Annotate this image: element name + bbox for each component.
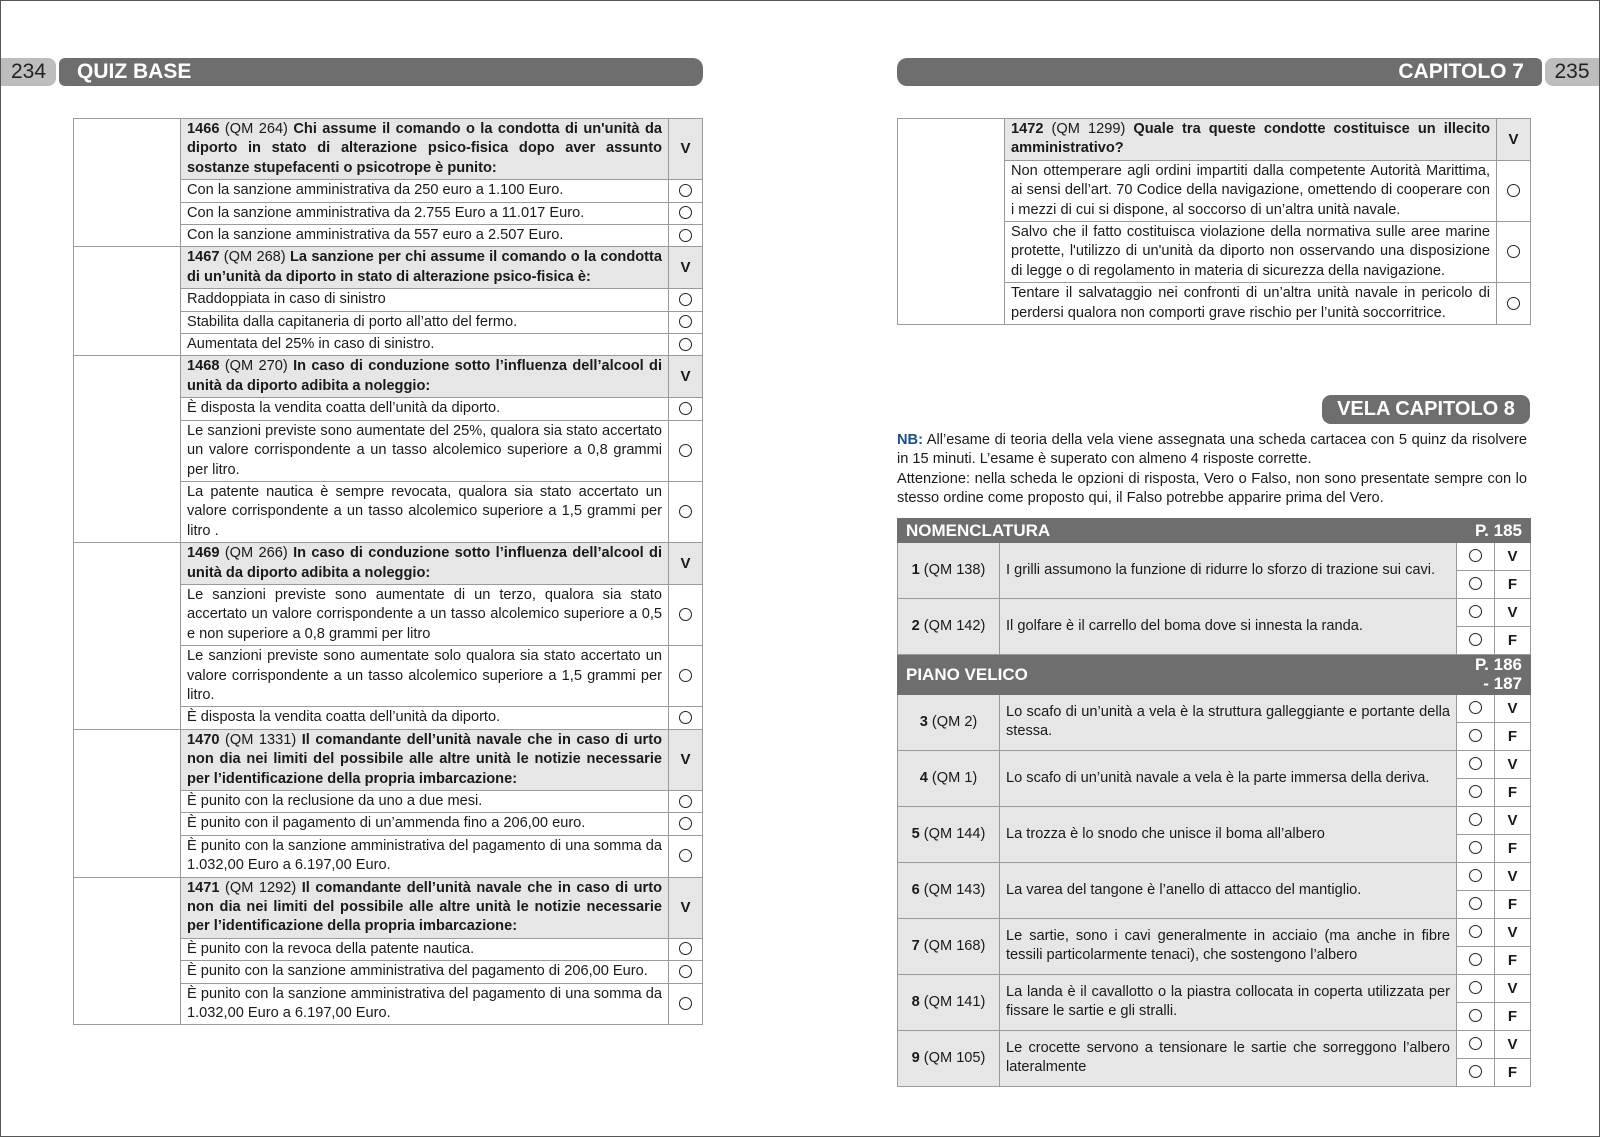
answer-option-cell <box>669 420 703 481</box>
item-text: La trozza è lo snodo che unisce il boma all’albero <box>1000 806 1457 862</box>
question-number: 1471 <box>187 879 220 896</box>
true-label: V <box>1495 918 1531 946</box>
question-ref: (QM 1299) <box>1051 121 1126 137</box>
item-number-cell <box>898 862 1000 918</box>
answer-radio-icon[interactable] <box>679 795 692 808</box>
false-option-cell <box>1457 778 1495 806</box>
false-radio-icon[interactable] <box>1469 1065 1482 1078</box>
question-mark: V <box>669 356 703 398</box>
true-radio-icon[interactable] <box>1469 549 1482 562</box>
answer-option-cell <box>669 961 703 983</box>
item-number-cell <box>898 750 1000 806</box>
answer-radio-icon[interactable] <box>679 184 692 197</box>
item-ref: (QM 1) <box>931 769 978 786</box>
answer-text: È disposta la vendita coatta dell’unità da diporto. <box>181 398 669 420</box>
true-label: V <box>1495 862 1531 890</box>
question-mark: V <box>669 729 703 790</box>
left-header-title: QUIZ BASE <box>59 58 703 86</box>
question-ref: (QM 1292) <box>224 879 297 896</box>
note-label: NB: <box>897 432 923 448</box>
false-option-cell <box>1457 571 1495 599</box>
question-text-cell <box>181 877 669 938</box>
answer-radio-icon[interactable] <box>679 338 692 351</box>
item-number: 8 <box>911 993 920 1010</box>
answer-option-cell <box>669 813 703 835</box>
question-ref: (QM 1331) <box>224 731 297 748</box>
question-number: 1470 <box>187 731 220 748</box>
true-radio-icon[interactable] <box>1469 925 1482 938</box>
item-ref: (QM 142) <box>923 617 986 634</box>
question-margin-cell <box>74 543 181 730</box>
answer-option-cell <box>669 225 703 247</box>
question-ref: (QM 264) <box>224 121 288 137</box>
vela-item-row <box>898 1030 1531 1058</box>
vela-item-row <box>898 862 1531 890</box>
question-text: La sanzione per chi assume il comando o la condotta di un’unità da diporto in stato di alterazione psico-fisica è: <box>187 249 663 285</box>
answer-option-cell <box>669 707 703 729</box>
item-number: 7 <box>911 937 920 954</box>
section-header-row <box>898 655 1531 695</box>
false-label: F <box>1495 834 1531 862</box>
false-option-cell <box>1457 946 1495 974</box>
item-ref: (QM 141) <box>923 993 986 1010</box>
false-option-cell <box>1457 834 1495 862</box>
answer-radio-icon[interactable] <box>679 229 692 242</box>
answer-option-cell <box>669 398 703 420</box>
vela-chapter-badge: VELA CAPITOLO 8 <box>1322 395 1530 424</box>
answer-radio-icon[interactable] <box>679 997 692 1010</box>
item-text: Il golfare è il carrello del boma dove si innesta la randa. <box>1000 599 1457 655</box>
answer-option-cell <box>1497 160 1531 221</box>
true-option-cell <box>1457 599 1495 627</box>
false-radio-icon[interactable] <box>1469 577 1482 590</box>
answer-radio-icon[interactable] <box>679 965 692 978</box>
vela-item-row <box>898 918 1531 946</box>
answer-text: Le sanzioni previste sono aumentate di un terzo, qualora sia stato accertato un valore corrispondente a un tasso alcolemico superiore a 0,5 e non superiore a 0,8 grammi per litro <box>181 584 669 645</box>
answer-radio-icon[interactable] <box>679 669 692 682</box>
item-number-cell <box>898 806 1000 862</box>
false-radio-icon[interactable] <box>1469 1009 1482 1022</box>
false-label: F <box>1495 1058 1531 1086</box>
answer-radio-icon[interactable] <box>679 505 692 518</box>
false-option-cell <box>1457 890 1495 918</box>
question-row <box>74 119 703 180</box>
question-row <box>74 543 703 585</box>
question-margin-cell <box>74 119 181 247</box>
answer-radio-icon[interactable] <box>679 942 692 955</box>
true-radio-icon[interactable] <box>1469 1037 1482 1050</box>
answer-radio-icon[interactable] <box>1507 297 1520 310</box>
true-option-cell <box>1457 806 1495 834</box>
answer-option-cell <box>669 983 703 1025</box>
false-label: F <box>1495 571 1531 599</box>
question-number: 1466 <box>187 121 220 137</box>
question-text-cell <box>181 543 669 585</box>
answer-option-cell <box>669 334 703 356</box>
false-label: F <box>1495 1002 1531 1030</box>
true-label: V <box>1495 1030 1531 1058</box>
false-option-cell <box>1457 627 1495 655</box>
right-page-number: 235 <box>1545 58 1599 86</box>
false-option-cell <box>1457 1058 1495 1086</box>
answer-text: È punito con la sanzione amministrativa del pagamento di una somma da 1.032,00 Euro a 6.197,00 Euro. <box>181 835 669 877</box>
question-row <box>74 247 703 289</box>
item-number: 5 <box>911 825 920 842</box>
true-option-cell <box>1457 543 1495 571</box>
answer-option-cell <box>669 180 703 202</box>
answer-option-cell <box>1497 283 1531 325</box>
true-label: V <box>1495 543 1531 571</box>
true-radio-icon[interactable] <box>1469 981 1482 994</box>
question-text-cell <box>181 247 669 289</box>
answer-text: Le sanzioni previste sono aumentate del 25%, qualora sia stato accertato un valore corrispondente a un tasso alcolemico superiore a 0,8 grammi per litro. <box>181 420 669 481</box>
answer-radio-icon[interactable] <box>679 402 692 415</box>
answer-option-cell <box>669 584 703 645</box>
item-ref: (QM 144) <box>923 825 986 842</box>
answer-radio-icon[interactable] <box>679 608 692 621</box>
false-option-cell <box>1457 1002 1495 1030</box>
section-page-ref: P. 186 - 187 <box>1457 655 1531 695</box>
answer-option-cell <box>669 835 703 877</box>
true-option-cell <box>1457 694 1495 722</box>
false-label: F <box>1495 890 1531 918</box>
item-number-cell <box>898 918 1000 974</box>
item-number-cell <box>898 694 1000 750</box>
question-margin-cell <box>74 729 181 877</box>
false-label: F <box>1495 627 1531 655</box>
question-margin-cell <box>74 247 181 356</box>
item-ref: (QM 168) <box>923 937 986 954</box>
question-row <box>74 356 703 398</box>
item-text: Le sartie, sono i cavi generalmente in acciaio (ma anche in fibre tessili particolarmente tenaci), che sostengono l’albero <box>1000 918 1457 974</box>
true-option-cell <box>1457 862 1495 890</box>
true-radio-icon[interactable] <box>1469 757 1482 770</box>
false-radio-icon[interactable] <box>1469 729 1482 742</box>
question-text: In caso di conduzione sotto l’influenza dell’alcool di unità da diporto adibita a noleggio: <box>187 545 663 581</box>
vela-item-row <box>898 974 1531 1002</box>
item-number-cell <box>898 1030 1000 1086</box>
question-number: 1467 <box>187 249 220 266</box>
answer-text: Con la sanzione amministrativa da 250 euro a 1.100 Euro. <box>181 180 669 202</box>
vela-item-row <box>898 806 1531 834</box>
question-mark: V <box>669 543 703 585</box>
true-label: V <box>1495 694 1531 722</box>
item-text: Lo scafo di un’unità a vela è la struttura galleggiante e portante della stessa. <box>1000 694 1457 750</box>
answer-text: Tentare il salvataggio nei confronti di un’altra unità navale in pericolo di perdersi qualora non comporti grave rischio per l’unità soccorritrice. <box>1005 283 1497 325</box>
question-margin-cell <box>74 877 181 1025</box>
note-text: All’esame di teoria della vela viene assegnata una scheda cartacea con 5 quinz da risolvere in 15 minuti. L’esame è superato con almeno 4 risposte corrette. <box>897 432 1528 468</box>
question-ref: (QM 268) <box>223 249 286 266</box>
question-row <box>74 877 703 938</box>
false-radio-icon[interactable] <box>1469 953 1482 966</box>
question-text: In caso di conduzione sotto l’influenza dell’alcool di unità da diporto adibita a noleggio: <box>187 358 663 394</box>
false-radio-icon[interactable] <box>1469 897 1482 910</box>
right-header-title: CAPITOLO 7 <box>897 58 1542 86</box>
section-page-ref: P. 185 <box>1457 519 1531 543</box>
question-row <box>74 729 703 790</box>
question-mark: V <box>1497 119 1531 161</box>
item-number: 4 <box>919 769 928 786</box>
question-text-cell <box>1005 119 1497 161</box>
right-quiz-table <box>897 118 1531 325</box>
answer-option-cell <box>669 289 703 311</box>
item-number-cell <box>898 543 1000 599</box>
answer-option-cell <box>1497 222 1531 283</box>
answer-radio-icon[interactable] <box>679 849 692 862</box>
answer-option-cell <box>669 311 703 333</box>
answer-text: È punito con il pagamento di un’ammenda fino a 206,00 euro. <box>181 813 669 835</box>
answer-radio-icon[interactable] <box>679 817 692 830</box>
question-text-cell <box>181 356 669 398</box>
vela-item-row <box>898 599 1531 627</box>
true-radio-icon[interactable] <box>1469 813 1482 826</box>
question-text-cell <box>181 729 669 790</box>
question-text: Quale tra queste condotte costituisce un illecito amministrativo? <box>1011 121 1490 157</box>
answer-text: Raddoppiata in caso di sinistro <box>181 289 669 311</box>
true-radio-icon[interactable] <box>1469 701 1482 714</box>
answer-option-cell <box>669 481 703 542</box>
answer-text: È punito con la sanzione amministrativa del pagamento di 206,00 Euro. <box>181 961 669 983</box>
true-label: V <box>1495 599 1531 627</box>
question-mark: V <box>669 877 703 938</box>
true-option-cell <box>1457 918 1495 946</box>
answer-option-cell <box>669 791 703 813</box>
answer-option-cell <box>669 646 703 707</box>
item-text: La varea del tangone è l’anello di attacco del mantiglio. <box>1000 862 1457 918</box>
answer-text: Non ottemperare agli ordini impartiti dalla competente Autorità Marittima, ai sensi dell’art. 70 Codice della navigazione, omettendo di cooperare con i mezzi di cui si dispone, al soccorso di un’altra unità navale. <box>1005 160 1497 221</box>
item-number-cell <box>898 974 1000 1030</box>
true-label: V <box>1495 750 1531 778</box>
item-text: I grilli assumono la funzione di ridurre lo sforzo di trazione sui cavi. <box>1000 543 1457 599</box>
answer-text: Le sanzioni previste sono aumentate solo qualora sia stato accertato un valore corrispondente a un tasso alcolemico superiore a 1,5 grammi per litro. <box>181 646 669 707</box>
item-text: La landa è il cavallotto o la piastra collocata in coperta utilizzata per fissare le sartie e gli stralli. <box>1000 974 1457 1030</box>
false-option-cell <box>1457 722 1495 750</box>
section-title: PIANO VELICO <box>898 655 1457 695</box>
vela-item-row <box>898 750 1531 778</box>
true-option-cell <box>1457 750 1495 778</box>
answer-text: Salvo che il fatto costituisca violazione della normativa sulle aree marine protette, l'utilizzo di un'unità da diporto non osservando una disposizione di legge o di regolamento in materia di sicurezza della navigazione. <box>1005 222 1497 283</box>
question-mark: V <box>669 247 703 289</box>
true-radio-icon[interactable] <box>1469 605 1482 618</box>
false-label: F <box>1495 778 1531 806</box>
false-radio-icon[interactable] <box>1469 841 1482 854</box>
answer-text: Stabilita dalla capitaneria di porto all’atto del fermo. <box>181 311 669 333</box>
question-text-cell <box>181 119 669 180</box>
answer-radio-icon[interactable] <box>679 315 692 328</box>
section-header-row <box>898 519 1531 543</box>
exam-note <box>897 431 1527 509</box>
question-ref: (QM 270) <box>224 358 288 375</box>
note-text-2: Attenzione: nella scheda le opzioni di risposta, Vero o Falso, non sono presentate sempre con lo stesso ordine come proposto qui, il Falso potrebbe apparire prima del Vero. <box>897 470 1527 507</box>
answer-text: Aumentata del 25% in caso di sinistro. <box>181 334 669 356</box>
answer-text: È punito con la revoca della patente nautica. <box>181 938 669 960</box>
question-number: 1468 <box>187 358 220 375</box>
question-mark: V <box>669 119 703 180</box>
item-number: 6 <box>911 881 920 898</box>
item-number-cell <box>898 599 1000 655</box>
question-margin-cell <box>898 119 1005 325</box>
vela-quiz-table <box>897 518 1531 1087</box>
answer-radio-icon[interactable] <box>1507 184 1520 197</box>
false-radio-icon[interactable] <box>1469 633 1482 646</box>
false-label: F <box>1495 946 1531 974</box>
vela-item-row <box>898 543 1531 571</box>
question-number: 1469 <box>187 545 220 562</box>
item-ref: (QM 105) <box>923 1049 986 1066</box>
question-ref: (QM 266) <box>224 545 288 562</box>
answer-radio-icon[interactable] <box>1507 245 1520 258</box>
false-label: F <box>1495 722 1531 750</box>
answer-text: La patente nautica è sempre revocata, qualora sia stato accertato un valore corrispondente a un tasso alcolemico superiore a 1,5 grammi per litro . <box>181 481 669 542</box>
question-margin-cell <box>74 356 181 543</box>
false-radio-icon[interactable] <box>1469 785 1482 798</box>
item-ref: (QM 143) <box>923 881 986 898</box>
item-ref: (QM 138) <box>923 561 986 578</box>
answer-option-cell <box>669 938 703 960</box>
section-title: NOMENCLATURA <box>898 519 1457 543</box>
answer-radio-icon[interactable] <box>679 293 692 306</box>
item-number: 2 <box>911 617 920 634</box>
left-page-number: 234 <box>1 58 56 86</box>
vela-item-row <box>898 694 1531 722</box>
item-ref: (QM 2) <box>931 713 978 730</box>
item-number: 1 <box>911 561 920 578</box>
question-number: 1472 <box>1011 121 1044 137</box>
answer-text: Con la sanzione amministrativa da 557 euro a 2.507 Euro. <box>181 225 669 247</box>
answer-radio-icon[interactable] <box>679 444 692 457</box>
true-label: V <box>1495 806 1531 834</box>
true-radio-icon[interactable] <box>1469 869 1482 882</box>
question-text: Chi assume il comando o la condotta di un'unità da diporto in stato di alterazione psico-fisica dopo aver assunto sostanze stupefacenti o psicotrope è punito: <box>187 121 662 176</box>
item-text: Le crocette servono a tensionare le sartie che sorreggono l’albero lateralmente <box>1000 1030 1457 1086</box>
answer-text: Con la sanzione amministrativa da 2.755 Euro a 11.017 Euro. <box>181 202 669 224</box>
question-text: Il comandante dell’unità navale che in caso di urto non dia nei limiti del possibile alle altre unità le notizie necessarie per l’identificazione della propria imbarcazione: <box>187 879 663 935</box>
answer-option-cell <box>669 202 703 224</box>
question-text: Il comandante dell’unità navale che in caso di urto non dia nei limiti del possibile alle altre unità le notizie necessarie per l’identificazione della propria imbarcazione: <box>187 731 663 787</box>
answer-radio-icon[interactable] <box>679 206 692 219</box>
item-number: 9 <box>911 1049 920 1066</box>
item-text: Lo scafo di un’unità navale a vela è la parte immersa della deriva. <box>1000 750 1457 806</box>
answer-radio-icon[interactable] <box>679 711 692 724</box>
true-option-cell <box>1457 1030 1495 1058</box>
question-row <box>898 119 1531 161</box>
answer-text: È punito con la sanzione amministrativa del pagamento di una somma da 1.032,00 Euro a 6.197,00 Euro. <box>181 983 669 1025</box>
answer-text: È disposta la vendita coatta dell’unità da diporto. <box>181 707 669 729</box>
true-option-cell <box>1457 974 1495 1002</box>
answer-text: È punito con la reclusione da uno a due mesi. <box>181 791 669 813</box>
item-number: 3 <box>919 713 928 730</box>
left-quiz-table <box>73 118 703 1025</box>
true-label: V <box>1495 974 1531 1002</box>
